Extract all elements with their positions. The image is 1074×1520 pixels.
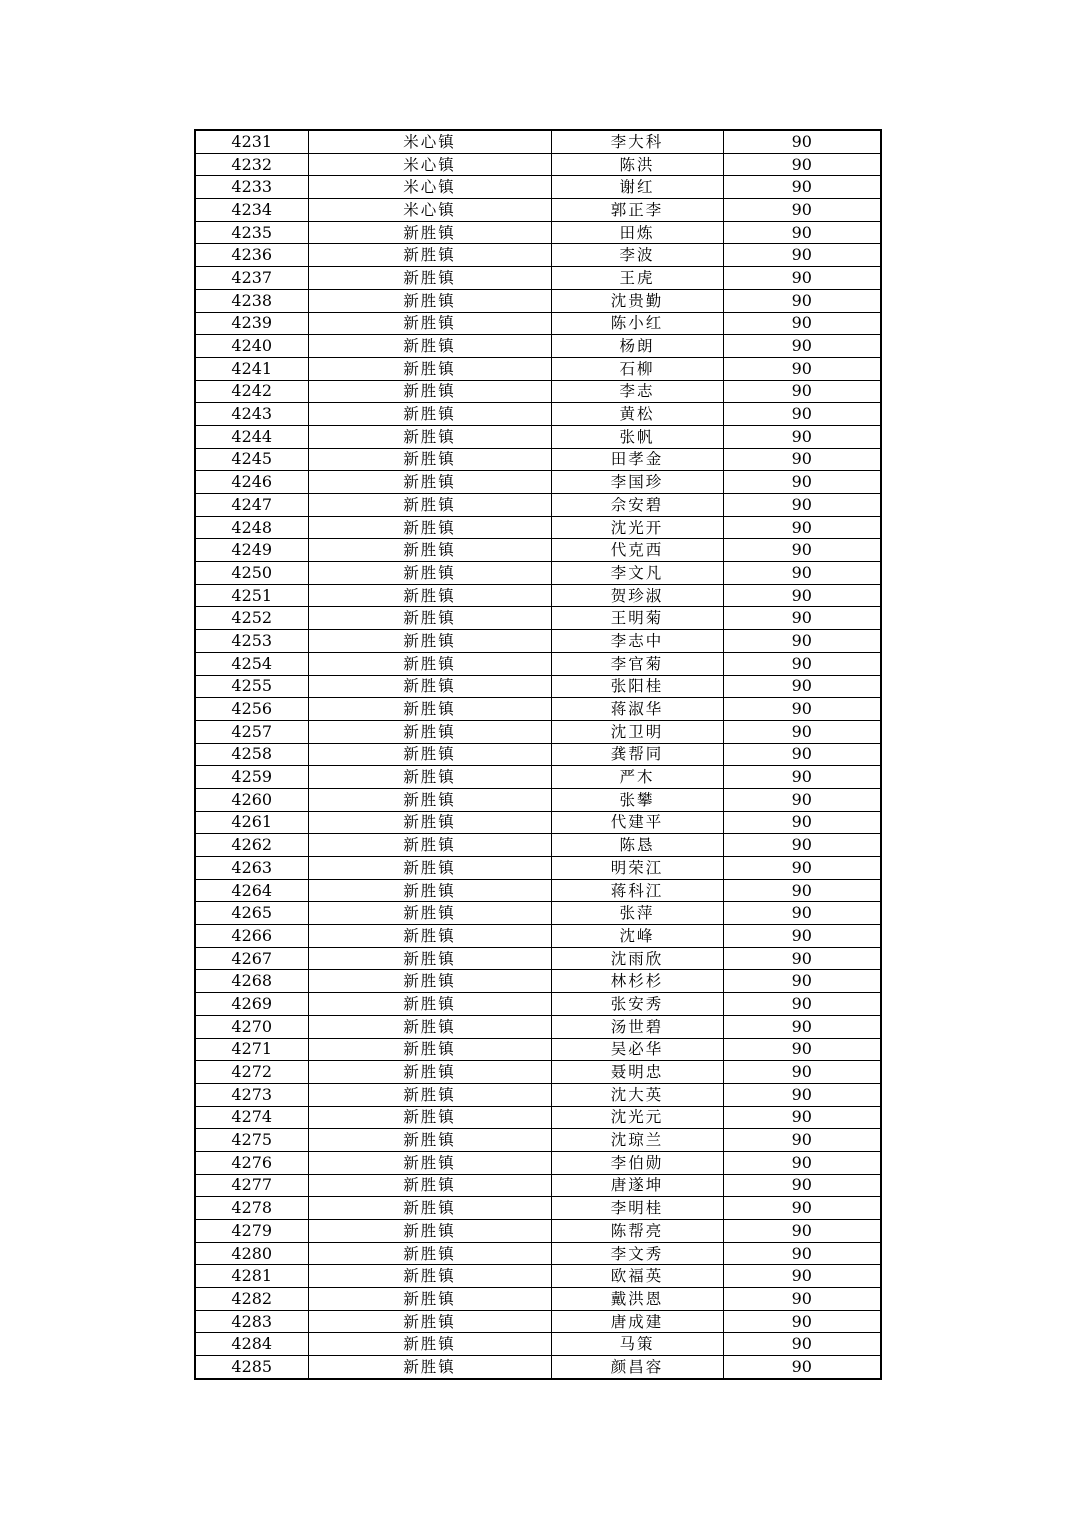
table-row <box>195 516 881 539</box>
table-row <box>195 698 881 721</box>
table-row <box>195 425 881 448</box>
name-cell: 蒋科江 <box>551 879 723 902</box>
score-cell: 90 <box>723 698 881 721</box>
name-cell: 陈恳 <box>551 834 723 857</box>
town-cell: 米心镇 <box>308 130 551 153</box>
town-cell: 新胜镇 <box>308 1083 551 1106</box>
serial-number-cell: 4277 <box>195 1174 308 1197</box>
score-cell: 90 <box>723 153 881 176</box>
score-cell: 90 <box>723 130 881 153</box>
table-row <box>195 448 881 471</box>
data-table <box>194 129 882 1380</box>
name-cell: 张攀 <box>551 788 723 811</box>
serial-number-cell: 4250 <box>195 562 308 585</box>
name-cell: 李国珍 <box>551 471 723 494</box>
town-cell: 新胜镇 <box>308 947 551 970</box>
score-cell: 90 <box>723 675 881 698</box>
table-row <box>195 539 881 562</box>
name-cell: 马策 <box>551 1333 723 1356</box>
name-cell: 李志中 <box>551 630 723 653</box>
serial-number-cell: 4243 <box>195 403 308 426</box>
name-cell: 明荣江 <box>551 857 723 880</box>
name-cell: 沈大英 <box>551 1083 723 1106</box>
serial-number-cell: 4253 <box>195 630 308 653</box>
table-row <box>195 403 881 426</box>
serial-number-cell: 4276 <box>195 1151 308 1174</box>
serial-number-cell: 4234 <box>195 199 308 222</box>
name-cell: 张安秀 <box>551 993 723 1016</box>
table-row <box>195 1015 881 1038</box>
name-cell: 唐遂坤 <box>551 1174 723 1197</box>
town-cell: 新胜镇 <box>308 1242 551 1265</box>
score-cell: 90 <box>723 403 881 426</box>
serial-number-cell: 4261 <box>195 811 308 834</box>
table-row <box>195 947 881 970</box>
serial-number-cell: 4256 <box>195 698 308 721</box>
table-row <box>195 857 881 880</box>
name-cell: 沈光开 <box>551 516 723 539</box>
table-row <box>195 879 881 902</box>
serial-number-cell: 4252 <box>195 607 308 630</box>
score-cell: 90 <box>723 221 881 244</box>
name-cell: 陈洪 <box>551 153 723 176</box>
town-cell: 新胜镇 <box>308 1061 551 1084</box>
name-cell: 沈卫明 <box>551 720 723 743</box>
serial-number-cell: 4236 <box>195 244 308 267</box>
serial-number-cell: 4242 <box>195 380 308 403</box>
table-row <box>195 1061 881 1084</box>
table-row <box>195 834 881 857</box>
table-row <box>195 244 881 267</box>
table-row <box>195 743 881 766</box>
name-cell: 佘安碧 <box>551 494 723 517</box>
table-row <box>195 267 881 290</box>
town-cell: 新胜镇 <box>308 1038 551 1061</box>
score-cell: 90 <box>723 357 881 380</box>
table-row <box>195 1265 881 1288</box>
town-cell: 米心镇 <box>308 153 551 176</box>
serial-number-cell: 4262 <box>195 834 308 857</box>
table-row <box>195 562 881 585</box>
table-row <box>195 1242 881 1265</box>
table-row <box>195 788 881 811</box>
score-cell: 90 <box>723 289 881 312</box>
table-row <box>195 1356 881 1379</box>
table-row <box>195 720 881 743</box>
name-cell: 石柳 <box>551 357 723 380</box>
town-cell: 新胜镇 <box>308 1151 551 1174</box>
name-cell: 沈光元 <box>551 1106 723 1129</box>
town-cell: 新胜镇 <box>308 1333 551 1356</box>
town-cell: 新胜镇 <box>308 675 551 698</box>
serial-number-cell: 4280 <box>195 1242 308 1265</box>
table-row <box>195 584 881 607</box>
serial-number-cell: 4251 <box>195 584 308 607</box>
serial-number-cell: 4247 <box>195 494 308 517</box>
table-row <box>195 289 881 312</box>
score-cell: 90 <box>723 902 881 925</box>
score-cell: 90 <box>723 970 881 993</box>
table-row <box>195 652 881 675</box>
town-cell: 新胜镇 <box>308 1288 551 1311</box>
serial-number-cell: 4241 <box>195 357 308 380</box>
table-row <box>195 1038 881 1061</box>
name-cell: 李志 <box>551 380 723 403</box>
name-cell: 陈小红 <box>551 312 723 335</box>
town-cell: 新胜镇 <box>308 879 551 902</box>
score-cell: 90 <box>723 539 881 562</box>
serial-number-cell: 4240 <box>195 335 308 358</box>
table-row <box>195 925 881 948</box>
town-cell: 新胜镇 <box>308 267 551 290</box>
serial-number-cell: 4254 <box>195 652 308 675</box>
score-cell: 90 <box>723 1151 881 1174</box>
score-cell: 90 <box>723 1106 881 1129</box>
town-cell: 新胜镇 <box>308 1356 551 1379</box>
serial-number-cell: 4274 <box>195 1106 308 1129</box>
name-cell: 汤世碧 <box>551 1015 723 1038</box>
score-cell: 90 <box>723 925 881 948</box>
name-cell: 郭正李 <box>551 199 723 222</box>
table-row <box>195 1197 881 1220</box>
town-cell: 新胜镇 <box>308 1174 551 1197</box>
town-cell: 新胜镇 <box>308 357 551 380</box>
table-row <box>195 1151 881 1174</box>
serial-number-cell: 4285 <box>195 1356 308 1379</box>
table-row <box>195 675 881 698</box>
score-cell: 90 <box>723 471 881 494</box>
score-cell: 90 <box>723 993 881 1016</box>
table-row <box>195 607 881 630</box>
score-cell: 90 <box>723 1129 881 1152</box>
serial-number-cell: 4273 <box>195 1083 308 1106</box>
name-cell: 贺珍淑 <box>551 584 723 607</box>
town-cell: 新胜镇 <box>308 244 551 267</box>
table-row <box>195 1174 881 1197</box>
town-cell: 新胜镇 <box>308 1310 551 1333</box>
score-cell: 90 <box>723 1083 881 1106</box>
table-row <box>195 153 881 176</box>
name-cell: 龚帮同 <box>551 743 723 766</box>
name-cell: 沈雨欣 <box>551 947 723 970</box>
name-cell: 戴洪恩 <box>551 1288 723 1311</box>
score-cell: 90 <box>723 176 881 199</box>
serial-number-cell: 4244 <box>195 425 308 448</box>
table-row <box>195 130 881 153</box>
town-cell: 新胜镇 <box>308 743 551 766</box>
score-cell: 90 <box>723 607 881 630</box>
serial-number-cell: 4269 <box>195 993 308 1016</box>
serial-number-cell: 4272 <box>195 1061 308 1084</box>
table-row <box>195 630 881 653</box>
serial-number-cell: 4278 <box>195 1197 308 1220</box>
score-cell: 90 <box>723 1265 881 1288</box>
town-cell: 新胜镇 <box>308 1220 551 1243</box>
serial-number-cell: 4255 <box>195 675 308 698</box>
name-cell: 李伯勋 <box>551 1151 723 1174</box>
serial-number-cell: 4257 <box>195 720 308 743</box>
table-row <box>195 993 881 1016</box>
serial-number-cell: 4238 <box>195 289 308 312</box>
town-cell: 新胜镇 <box>308 539 551 562</box>
name-cell: 聂明忠 <box>551 1061 723 1084</box>
serial-number-cell: 4268 <box>195 970 308 993</box>
town-cell: 新胜镇 <box>308 1197 551 1220</box>
name-cell: 严木 <box>551 766 723 789</box>
score-cell: 90 <box>723 652 881 675</box>
table-row <box>195 1106 881 1129</box>
score-cell: 90 <box>723 834 881 857</box>
town-cell: 新胜镇 <box>308 289 551 312</box>
name-cell: 田孝金 <box>551 448 723 471</box>
score-cell: 90 <box>723 199 881 222</box>
score-cell: 90 <box>723 1174 881 1197</box>
town-cell: 新胜镇 <box>308 1015 551 1038</box>
serial-number-cell: 4266 <box>195 925 308 948</box>
town-cell: 米心镇 <box>308 199 551 222</box>
table-row <box>195 380 881 403</box>
town-cell: 新胜镇 <box>308 1106 551 1129</box>
town-cell: 新胜镇 <box>308 902 551 925</box>
name-cell: 沈贵勤 <box>551 289 723 312</box>
name-cell: 杨朗 <box>551 335 723 358</box>
score-cell: 90 <box>723 380 881 403</box>
serial-number-cell: 4258 <box>195 743 308 766</box>
score-cell: 90 <box>723 947 881 970</box>
score-cell: 90 <box>723 1310 881 1333</box>
score-cell: 90 <box>723 335 881 358</box>
score-cell: 90 <box>723 630 881 653</box>
score-cell: 90 <box>723 584 881 607</box>
name-cell: 李官菊 <box>551 652 723 675</box>
serial-number-cell: 4267 <box>195 947 308 970</box>
table-row <box>195 471 881 494</box>
serial-number-cell: 4248 <box>195 516 308 539</box>
town-cell: 新胜镇 <box>308 698 551 721</box>
town-cell: 新胜镇 <box>308 562 551 585</box>
table-row <box>195 1129 881 1152</box>
town-cell: 新胜镇 <box>308 221 551 244</box>
town-cell: 米心镇 <box>308 176 551 199</box>
serial-number-cell: 4284 <box>195 1333 308 1356</box>
score-cell: 90 <box>723 788 881 811</box>
name-cell: 田炼 <box>551 221 723 244</box>
score-cell: 90 <box>723 1197 881 1220</box>
name-cell: 颜昌容 <box>551 1356 723 1379</box>
score-cell: 90 <box>723 1356 881 1379</box>
serial-number-cell: 4237 <box>195 267 308 290</box>
name-cell: 黄松 <box>551 403 723 426</box>
town-cell: 新胜镇 <box>308 720 551 743</box>
serial-number-cell: 4249 <box>195 539 308 562</box>
serial-number-cell: 4283 <box>195 1310 308 1333</box>
table-body <box>195 130 881 1379</box>
serial-number-cell: 4279 <box>195 1220 308 1243</box>
score-cell: 90 <box>723 562 881 585</box>
score-cell: 90 <box>723 1015 881 1038</box>
name-cell: 欧福英 <box>551 1265 723 1288</box>
score-cell: 90 <box>723 857 881 880</box>
table-row <box>195 1288 881 1311</box>
town-cell: 新胜镇 <box>308 857 551 880</box>
town-cell: 新胜镇 <box>308 993 551 1016</box>
name-cell: 张阳桂 <box>551 675 723 698</box>
town-cell: 新胜镇 <box>308 1265 551 1288</box>
table-row <box>195 1220 881 1243</box>
name-cell: 蒋淑华 <box>551 698 723 721</box>
table-row <box>195 335 881 358</box>
score-cell: 90 <box>723 766 881 789</box>
score-cell: 90 <box>723 1220 881 1243</box>
town-cell: 新胜镇 <box>308 788 551 811</box>
serial-number-cell: 4259 <box>195 766 308 789</box>
table-row <box>195 1083 881 1106</box>
name-cell: 李大科 <box>551 130 723 153</box>
town-cell: 新胜镇 <box>308 834 551 857</box>
serial-number-cell: 4263 <box>195 857 308 880</box>
town-cell: 新胜镇 <box>308 335 551 358</box>
town-cell: 新胜镇 <box>308 494 551 517</box>
serial-number-cell: 4275 <box>195 1129 308 1152</box>
town-cell: 新胜镇 <box>308 1129 551 1152</box>
town-cell: 新胜镇 <box>308 425 551 448</box>
table-row <box>195 221 881 244</box>
serial-number-cell: 4282 <box>195 1288 308 1311</box>
name-cell: 代建平 <box>551 811 723 834</box>
town-cell: 新胜镇 <box>308 380 551 403</box>
score-cell: 90 <box>723 448 881 471</box>
serial-number-cell: 4265 <box>195 902 308 925</box>
serial-number-cell: 4264 <box>195 879 308 902</box>
name-cell: 王虎 <box>551 267 723 290</box>
name-cell: 唐成建 <box>551 1310 723 1333</box>
serial-number-cell: 4239 <box>195 312 308 335</box>
score-cell: 90 <box>723 1061 881 1084</box>
town-cell: 新胜镇 <box>308 925 551 948</box>
name-cell: 沈琼兰 <box>551 1129 723 1152</box>
serial-number-cell: 4245 <box>195 448 308 471</box>
serial-number-cell: 4235 <box>195 221 308 244</box>
table-row <box>195 902 881 925</box>
name-cell: 王明菊 <box>551 607 723 630</box>
score-cell: 90 <box>723 1333 881 1356</box>
town-cell: 新胜镇 <box>308 312 551 335</box>
table-row <box>195 176 881 199</box>
name-cell: 谢红 <box>551 176 723 199</box>
serial-number-cell: 4232 <box>195 153 308 176</box>
name-cell: 李文凡 <box>551 562 723 585</box>
name-cell: 李文秀 <box>551 1242 723 1265</box>
table-row <box>195 811 881 834</box>
serial-number-cell: 4233 <box>195 176 308 199</box>
name-cell: 林杉杉 <box>551 970 723 993</box>
score-cell: 90 <box>723 244 881 267</box>
score-cell: 90 <box>723 720 881 743</box>
score-cell: 90 <box>723 1038 881 1061</box>
table-row <box>195 357 881 380</box>
name-cell: 沈峰 <box>551 925 723 948</box>
score-cell: 90 <box>723 1288 881 1311</box>
town-cell: 新胜镇 <box>308 766 551 789</box>
town-cell: 新胜镇 <box>308 516 551 539</box>
table-row <box>195 312 881 335</box>
score-cell: 90 <box>723 1242 881 1265</box>
serial-number-cell: 4270 <box>195 1015 308 1038</box>
table-row <box>195 766 881 789</box>
town-cell: 新胜镇 <box>308 970 551 993</box>
score-cell: 90 <box>723 811 881 834</box>
score-cell: 90 <box>723 267 881 290</box>
serial-number-cell: 4271 <box>195 1038 308 1061</box>
serial-number-cell: 4246 <box>195 471 308 494</box>
name-cell: 李明桂 <box>551 1197 723 1220</box>
score-cell: 90 <box>723 494 881 517</box>
table-row <box>195 494 881 517</box>
name-cell: 吴必华 <box>551 1038 723 1061</box>
town-cell: 新胜镇 <box>308 584 551 607</box>
serial-number-cell: 4231 <box>195 130 308 153</box>
score-cell: 90 <box>723 516 881 539</box>
serial-number-cell: 4281 <box>195 1265 308 1288</box>
name-cell: 陈帮亮 <box>551 1220 723 1243</box>
table-row <box>195 970 881 993</box>
table-row <box>195 1333 881 1356</box>
town-cell: 新胜镇 <box>308 471 551 494</box>
name-cell: 李波 <box>551 244 723 267</box>
name-cell: 张萍 <box>551 902 723 925</box>
name-cell: 张帆 <box>551 425 723 448</box>
name-cell: 代克西 <box>551 539 723 562</box>
town-cell: 新胜镇 <box>308 403 551 426</box>
town-cell: 新胜镇 <box>308 652 551 675</box>
town-cell: 新胜镇 <box>308 630 551 653</box>
town-cell: 新胜镇 <box>308 811 551 834</box>
table-row <box>195 199 881 222</box>
town-cell: 新胜镇 <box>308 607 551 630</box>
score-cell: 90 <box>723 743 881 766</box>
score-cell: 90 <box>723 879 881 902</box>
table-row <box>195 1310 881 1333</box>
town-cell: 新胜镇 <box>308 448 551 471</box>
score-cell: 90 <box>723 312 881 335</box>
serial-number-cell: 4260 <box>195 788 308 811</box>
score-cell: 90 <box>723 425 881 448</box>
